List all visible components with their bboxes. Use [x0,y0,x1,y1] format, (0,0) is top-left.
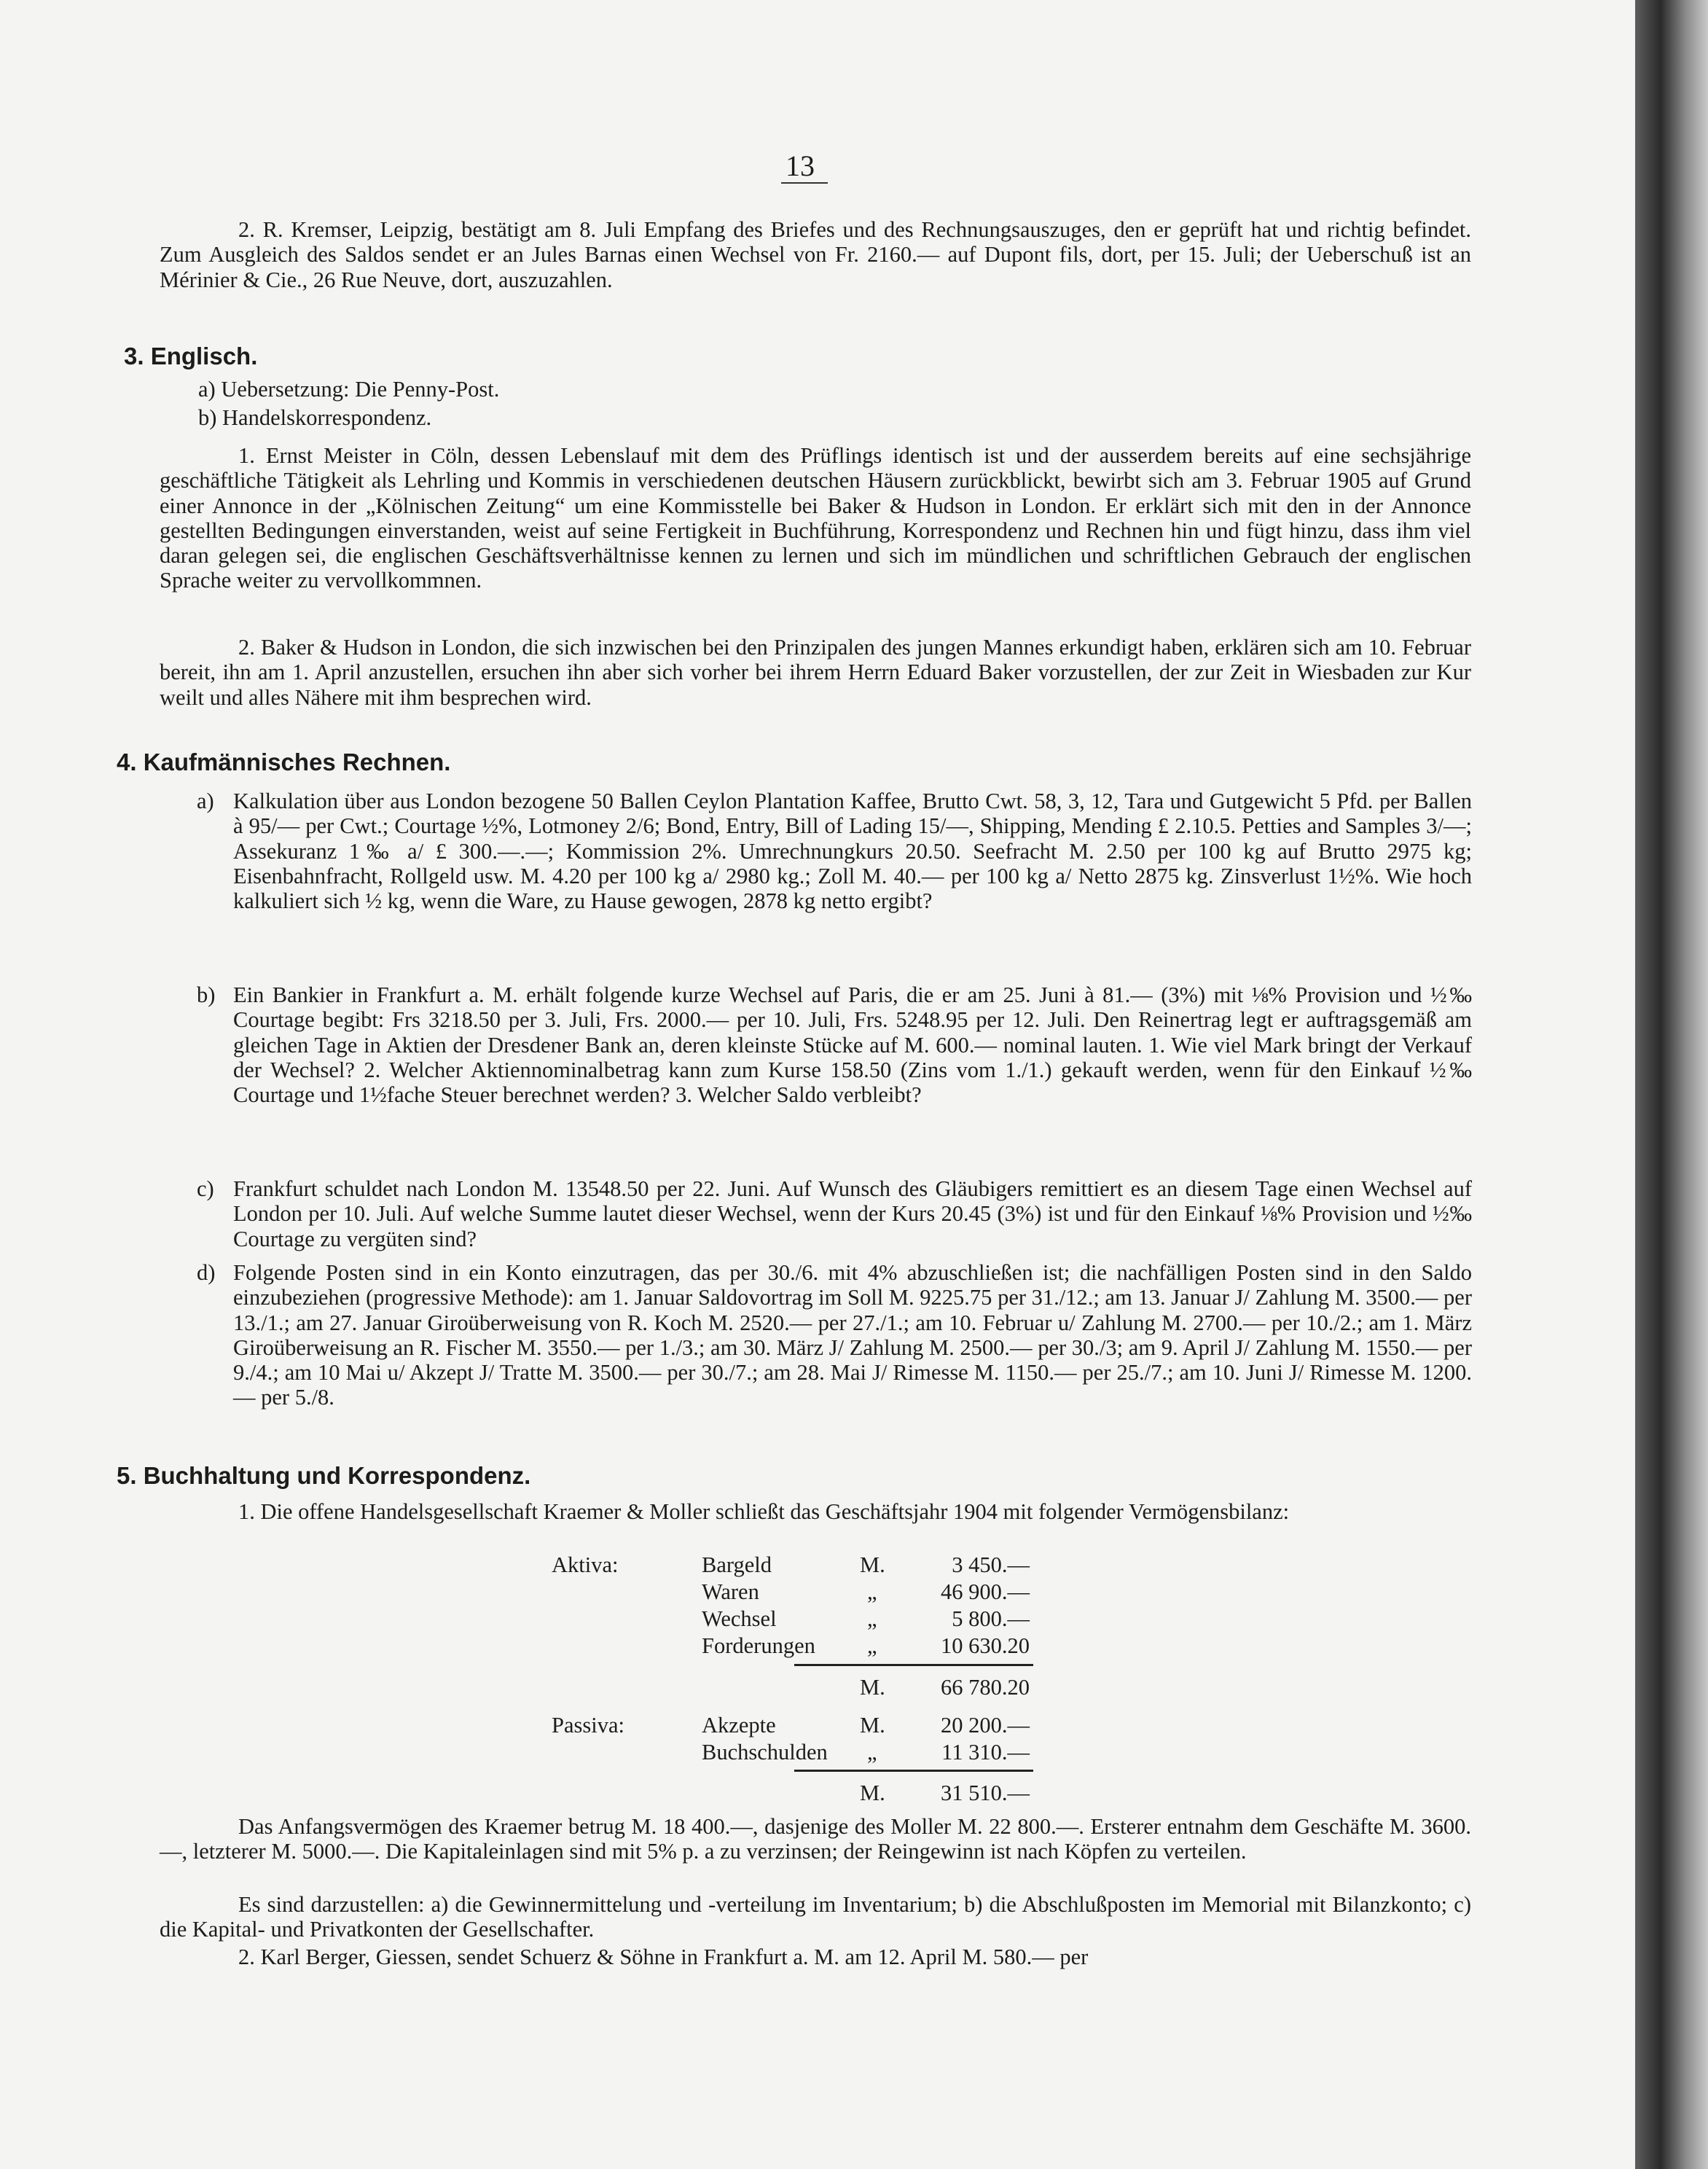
section-3-letter-2: 2. Baker & Hudson in London, die sich inzwischen bei den Prinzipalen des jungen Mannes erkundigt haben, erklären sich am 10. Februar bereit, ihn am 1. April anzustellen, ersuchen ihn aber sich vorher bei ihrem Herrn Eduard Baker vorzustellen, der zur Zeit in Wiesbaden zur Kur weilt und alles Nähere mit ihm besprechen wird. [160,635,1471,710]
aktiva-item: Bargeld [702,1552,772,1577]
task-c-label: c) [197,1176,214,1201]
section-3-letter-1: 1. Ernst Meister in Cöln, dessen Lebenslauf mit dem des Prüflings identisch ist und der ausserdem bereits auf eine sechsjährige geschäftliche Tätigkeit als Lehrling und Kommis in verschiedenen deutschen Häusern zurückblickt, bewirbt sich am 3. Februar 1905 auf Grund einer Annonce in der „Kölnischen Zeitung“ um eine Kommisstelle bei Baker & Hudson in London. Er erklärt sich mit den in der Annonce gestellten Bedingungen einverstanden, weist auf seine Fertigkeit in Buchführung, Korrespondenz und Rechnen hin und fügt hinzu, dass ihm viel daran gelegen sei, die englischen Geschäftsverhältnisse kennen zu lernen und sich im mündlichen und schriftlichen Gebrauch der englischen Sprache weiter zu vervollkommnen. [160,443,1471,593]
passiva-label: Passiva: [552,1713,624,1738]
passiva-total-currency: M. [860,1781,885,1805]
section-4-task-c [197,1176,1472,1251]
task-d-text: Folgende Posten sind in ein Konto einzutragen, das per 30./6. mit 4% abzuschließen ist; die nachfälligen Posten sind in den Saldo einzubeziehen (progressive Methode): am 1. Januar Saldovortrag im Soll M. 9225.75 per 31./12.; am 13. Januar J/ Zahlung M. 3500.— per 13./1.; am 27. Januar Giroüberweisung von R. Koch M. 2520.— per 27./1.; am 10. Februar u/ Zahlung M. 2700.— per 10./2.; am 1. März Giroüberweisung an R. Fischer M. 3550.— per 1./3.; am 30. März J/ Zahlung M. 2500.— per 30./3; am 9. April J/ Zahlung M. 1550.— per 9./4.; am 10 Mai u/ Akzept J/ Tratte M. 3500.— per 30./7.; am 28. Mai J/ Rimesse M. 1150.— per 25./7.; am 10. Juni J/ Rimesse M. 1200.— per 5./8. [233,1260,1472,1410]
section-4-heading: 4. Kaufmännisches Rechnen. [117,749,451,775]
passiva-amount: 11 310.— [941,1740,1030,1764]
aktiva-currency: M. [860,1552,885,1577]
passiva-currency: „ [867,1740,877,1764]
section-4-task-a [197,789,1472,913]
aktiva-item: Wechsel [702,1606,777,1631]
section-5-capital-text: Das Anfangsvermögen des Kraemer betrug M. 18 400.—, dasjenige des Moller M. 22 800.—. Ersterer entnahm dem Geschäfte M. 3600.—, letzterer M. 5000.—. Die Kapitaleinlagen sind mit 5% p. a zu verzinsen; der Reingewinn ist nach Köpfen zu verteilen. [160,1814,1471,1864]
section-5-heading: 5. Buchhaltung und Korrespondenz. [117,1462,531,1489]
aktiva-amount: 10 630.20 [941,1633,1030,1658]
aktiva-currency: „ [867,1633,877,1658]
section-3-item-a: a) Uebersetzung: Die Penny-Post. [198,377,500,402]
aktiva-currency: „ [867,1606,877,1631]
aktiva-total-amount: 66 780.20 [941,1675,1030,1700]
aktiva-amount: 3 450.— [952,1552,1030,1577]
aktiva-currency: „ [867,1579,877,1604]
passiva-currency: M. [860,1713,885,1738]
aktiva-amount: 5 800.— [952,1606,1030,1631]
section-5-task-2: 2. Karl Berger, Giessen, sendet Schuerz & Söhne in Frankfurt a. M. am 12. April M. 580.— per [238,1945,1089,1969]
section-4-task-b [197,982,1472,1107]
aktiva-item: Forderungen [702,1633,815,1658]
section-3-heading: 3. Englisch. [124,343,258,370]
page-number-underline [781,182,828,184]
passiva-amount: 20 200.— [941,1713,1030,1738]
scan-edge [1635,0,1708,2169]
aktiva-total-currency: M. [860,1675,885,1700]
aktiva-sum-rule [794,1664,1033,1666]
task-b-text: Ein Bankier in Frankfurt a. M. erhält folgende kurze Wechsel auf Paris, die er am 25. Juni à 81.— (3%) mit ⅛% Provision und ½‰ Courtage begibt: Frs 3218.50 per 3. Juli, Frs. 2000.— per 10. Juli, Frs. 5248.95 per 12. Juli. Den Reinertrag legt er auftragsgemäß am gleichen Tage in Aktien der Dresdener Bank an, deren kleinste Stücke auf M. 600.— nominal lauten. 1. Wie viel Mark bringt der Verkauf der Wechsel? 2. Welcher Aktiennominalbetrag kann zum Kurse 158.50 (Zins vom 1./1.) gekauft werden, wenn für den Einkauf ½‰ Courtage und 1½fache Steuer berechnet werden? 3. Welcher Saldo verbleibt? [233,982,1472,1108]
intro-paragraph: 2. R. Kremser, Leipzig, bestätigt am 8. Juli Empfang des Briefes und des Rechnungsauszuges, den er geprüft hat und richtig befindet. Zum Ausgleich des Saldos sendet er an Jules Barnas einen Wechsel von Fr. 2160.— auf Dupont fils, dort, per 15. Juli; der Ueberschuß ist an Mérinier & Cie., 26 Rue Neuve, dort, auszuzahlen. [160,217,1471,292]
task-a-text: Kalkulation über aus London bezogene 50 Ballen Ceylon Plantation Kaffee, Brutto Cwt. 58, 3, 12, Tara und Gutgewicht 5 Pfd. per Ballen à 95/— per Cwt.; Courtage ½%, Lotmoney 2/6; Bond, Entry, Bill of Lading 15/—, Shipping, Mending £ 2.10.5. Petties and Samples 3/—; Assekuranz 1‰ a/ £ 300.—.—; Kommission 2%. Umrechnungkurs 20.50. Seefracht M. 2.50 per 100 kg auf Brutto 2975 kg; Eisenbahnfracht, Rollgeld usw. M. 4.20 per 100 kg a/ 2980 kg.; Zoll M. 40.— per 100 kg a/ Netto 2875 kg. Zinsverlust 1½%. Wie hoch kalkuliert sich ½ kg, wenn die Ware, zu Hause gewogen, 2878 kg netto ergibt? [233,789,1472,914]
section-5-task-1: 1. Die offene Handelsgesellschaft Kraemer & Moller schließt das Geschäftsjahr 1904 mit folgender Vermögensbilanz: [238,1499,1290,1524]
section-5-requirements: Es sind darzustellen: a) die Gewinnermittelung und -verteilung im Inventarium; b) die Abschlußposten im Memorial mit Bilanzkonto; c) die Kapital- und Privatkonten der Gesellschafter. [160,1892,1471,1942]
task-d-label: d) [197,1260,216,1285]
section-4-task-d [197,1260,1472,1410]
task-a-label: a) [197,789,214,813]
aktiva-amount: 46 900.— [941,1579,1030,1604]
task-c-text: Frankfurt schuldet nach London M. 13548.50 per 22. Juni. Auf Wunsch des Gläubigers remittiert es an diesem Tage einen Wechsel auf London per 10. Juli. Auf welche Summe lautet dieser Wechsel, wenn der Kurs 20.45 (3%) ist und für den Einkauf ⅛% Provision und ½‰ Courtage zu vergüten sind? [233,1176,1472,1251]
page-number: 13 [786,149,815,182]
aktiva-label: Aktiva: [552,1552,619,1577]
passiva-total-amount: 31 510.— [941,1781,1030,1805]
passiva-item: Buchschulden [702,1740,828,1764]
task-b-label: b) [197,982,216,1007]
section-3-item-b: b) Handelskorrespondenz. [198,405,432,430]
aktiva-item: Waren [702,1579,759,1604]
passiva-sum-rule [794,1770,1033,1772]
passiva-item: Akzepte [702,1713,776,1738]
